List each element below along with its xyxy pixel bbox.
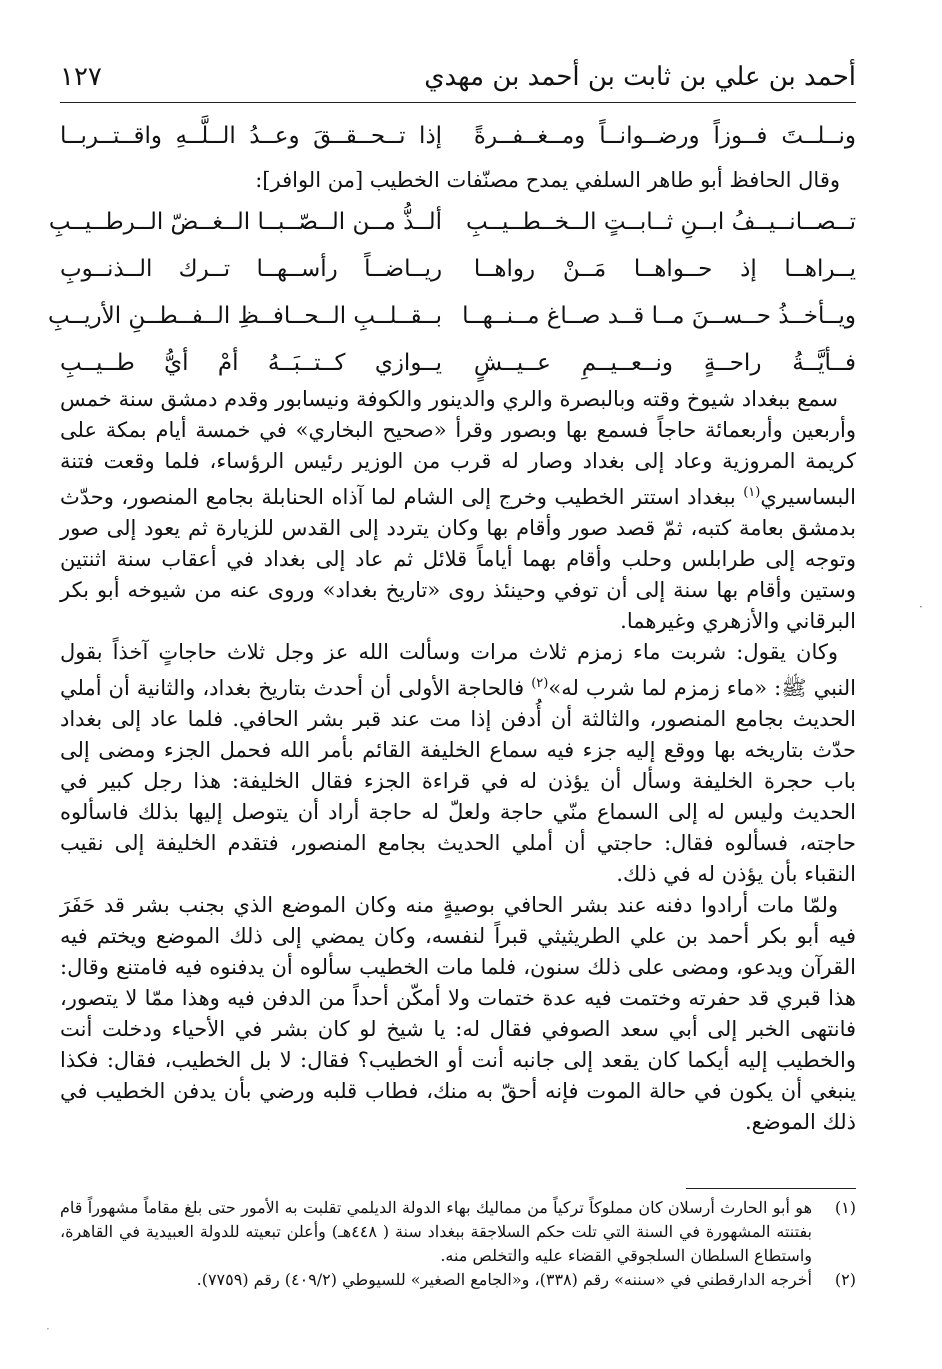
paragraph-text: ولمّا مات أرادوا دفنه عند بشر الحافي بوصيةٍ منه وكان الموضع الذي بجنب بشر قد حَفَرَ فيه أبو بكر أحمد بن علي الطريثيثي قبراً لنفسه، وكان يمضي إلى ذلك الموضع ويختم فيه القرآن ويدعو، ومضى على ذلك سنون، فلما مات الخطيب سألوه أن يدفنوه فيه فامتنع وقال: هذا قبري قد حفرته وختمت فيه عدة ختمات ولا أمكّن أحداً من الدفن فيه وهذا ممّا لا يتصور، فانتهى الخبر إلى أبي سعد الصوفي فقال له: يا شيخ لو كان بشر في الأحياء ودخلت أنت والخطيب إليه أيكما كان يقعد إلى جانبه أنت أو الخطيب؟ فقال: لا بل الخطيب، فقال: فكذا ينبغي أن يكون في حالة الموت فإنه أحقّ به منك، فطاب قلبه ورضي بأن يدفن الخطيب في ذلك الموضع. <box>60 893 856 1134</box>
verse-hemistich-left: ألــذُّ مــن الــصّــبــا الــغــضّ الــرطــيــبِ <box>48 208 443 235</box>
footnote-ref[interactable]: (١) <box>743 485 761 500</box>
footnote-number: (١) <box>834 1198 856 1217</box>
verse-hemistich-left: إذا تــحــقــقَ وعــدُ الــلَّــهِ واقــتــربــا <box>60 122 443 149</box>
paragraph <box>60 637 856 890</box>
paragraph-text: فالحاجة الأولى أن أحدث بتاريخ بغداد، والثانية أن أملي الحديث بجامع المنصور، والثالثة أن أُدفن إذا مت عند قبر بشر الحافي. فلما عاد إلى بغداد حدّث بتاريخه بها ووقع إليه جزء فيه سماع الخليفة القائم بأمر الله فحمل الجزء ومضى إلى باب حجرة الخليفة وسأل أن يؤذن له في قراءة الجزء فقال الخليفة: هذا رجل كبير في الحديث وليس له إلى السماع منّي حاجة ولعلّ له حاجة أراد أن يتوصل إليها بذلك فاسألوه حاجته، فسألوه فقال: حاجتي أن أملي الحديث بجامع المنصور، فتقدم الخليفة إلى نقيب النقباء بأن يؤذن له في ذلك. <box>60 676 856 886</box>
footnote-rule <box>686 1188 856 1189</box>
header-rule <box>60 102 856 103</box>
paragraph-text: ببغداد استتر الخطيب وخرج إلى الشام لما آذاه الحنابلة بجامع المنصور، وحدّث بدمشق بعامة كتبه، ثمّ قصد صور وأقام بها وكان يتردد إلى القدس للزيارة ثم يعود إلى صور وتوجه إلى طرابلس وحلب وأقام بهما أياماً قلائل ثم عاد إلى بغداد في أعقاب سنة اثنتين وستين وأقام بها سنة إلى أن توفي وحينئذ روى «تاريخ بغداد» وروى عنه من شيوخه أبو بكر البرقاني والأزهري وغيرهما. <box>60 485 856 633</box>
verse-hemistich-right: تــصــانــيــفُ ابــنِ ثــابــتٍ الــخــطــيــبِ <box>465 208 856 235</box>
verse-row <box>60 245 856 292</box>
verse-hemistich-right: يــراهــا إذ حــواهــا مَــنْ رواهــا <box>473 255 856 282</box>
verse-hemistich-left: بــقــلــبِ الــحــافــظِ الــفــطــنِ الأريــبِ <box>48 302 443 329</box>
footnote-text: أخرجه الدارقطني في «سننه» رقم (٣٣٨)، و«الجامع الصغير» للسيوطي (٤٠٩/٢) رقم (٧٧٥٩). <box>196 1270 812 1289</box>
footnote <box>60 1268 856 1292</box>
footnote-ref[interactable]: (٢) <box>531 676 549 691</box>
verse-row <box>60 339 856 386</box>
footnote-text: هو أبو الحارث أرسلان كان مملوكاً تركياً من مماليك بهاء الدولة الديلمي تقلبت به الأمور حتى بلغ مقاماً مشهوراً قام بفتنته المشهورة في السنة التي تلت حكم السلاجقة ببغداد سنة ( ٤٤٨هـ) وأعلن تبعيته للدولة العبيدية في القاهرة، واستطاع السلطان السلجوقي القضاء عليه والتخلص منه. <box>60 1198 813 1265</box>
verse-row <box>48 198 856 245</box>
paragraph-text: وكان يقول: شربت ماء زمزم ثلاث مرات وسألت الله عز وجل ثلاث حاجاتٍ آخذاً بقول النبي ﷺ: «ماء زمزم لما شرب له» <box>60 640 856 700</box>
page-number: ١٢٧ <box>60 62 102 92</box>
scan-speck: · <box>46 1322 50 1336</box>
verse-hemistich-right: ونــلــتَ فــوزاً ورضــوانــاً ومــغــفــرةً <box>473 122 856 149</box>
poem-intro: وقال الحافظ أبو طاهر السلفي يمدح مصنّفات الخطيب [من الوافر]: <box>255 168 840 192</box>
running-title: أحمد بن علي بن ثابت بن أحمد بن مهدي <box>424 62 856 92</box>
paragraph-text: سمع ببغداد شيوخ وقته وبالبصرة والري والدينور والكوفة ونيسابور وقدم دمشق سنة خمس وأربعين وأربعمائة حاجاً فسمع بها وبصور وقرأ «صحيح البخاري» في خمسة أيام بمكة على كريمة المروزية وعاد إلى بغداد وصار له قرب من الوزير رئيس الرؤساء، فلما وقعت فتنة البساسيري <box>60 387 856 509</box>
footnotes <box>60 1196 856 1292</box>
verse-row <box>48 292 856 339</box>
paragraph <box>60 384 856 637</box>
verse-hemistich-left: يــوازي كــتــبَــهُ أمْ أيُّ طــيــبِ <box>60 349 443 376</box>
verse-hemistich-left: ريــاضــاً رأســهــا تــرك الــذنــوبِ <box>60 255 443 282</box>
footnote-number: (٢) <box>834 1270 856 1289</box>
running-header <box>60 52 856 102</box>
verse-first <box>60 112 856 159</box>
scan-speck: · <box>919 600 923 614</box>
footnote <box>60 1196 856 1268</box>
body-text <box>60 384 856 1138</box>
poem <box>48 198 856 386</box>
paragraph <box>60 890 856 1138</box>
verse-hemistich-right: ويــأخــذُ حــســنَ مــا قــد صــاغ مــنــهــا <box>462 302 856 329</box>
verse-row <box>60 112 856 159</box>
verse-hemistich-right: فــأيَّــةُ راحــةٍ ونــعــيــمِ عــيــشٍ <box>473 349 856 376</box>
